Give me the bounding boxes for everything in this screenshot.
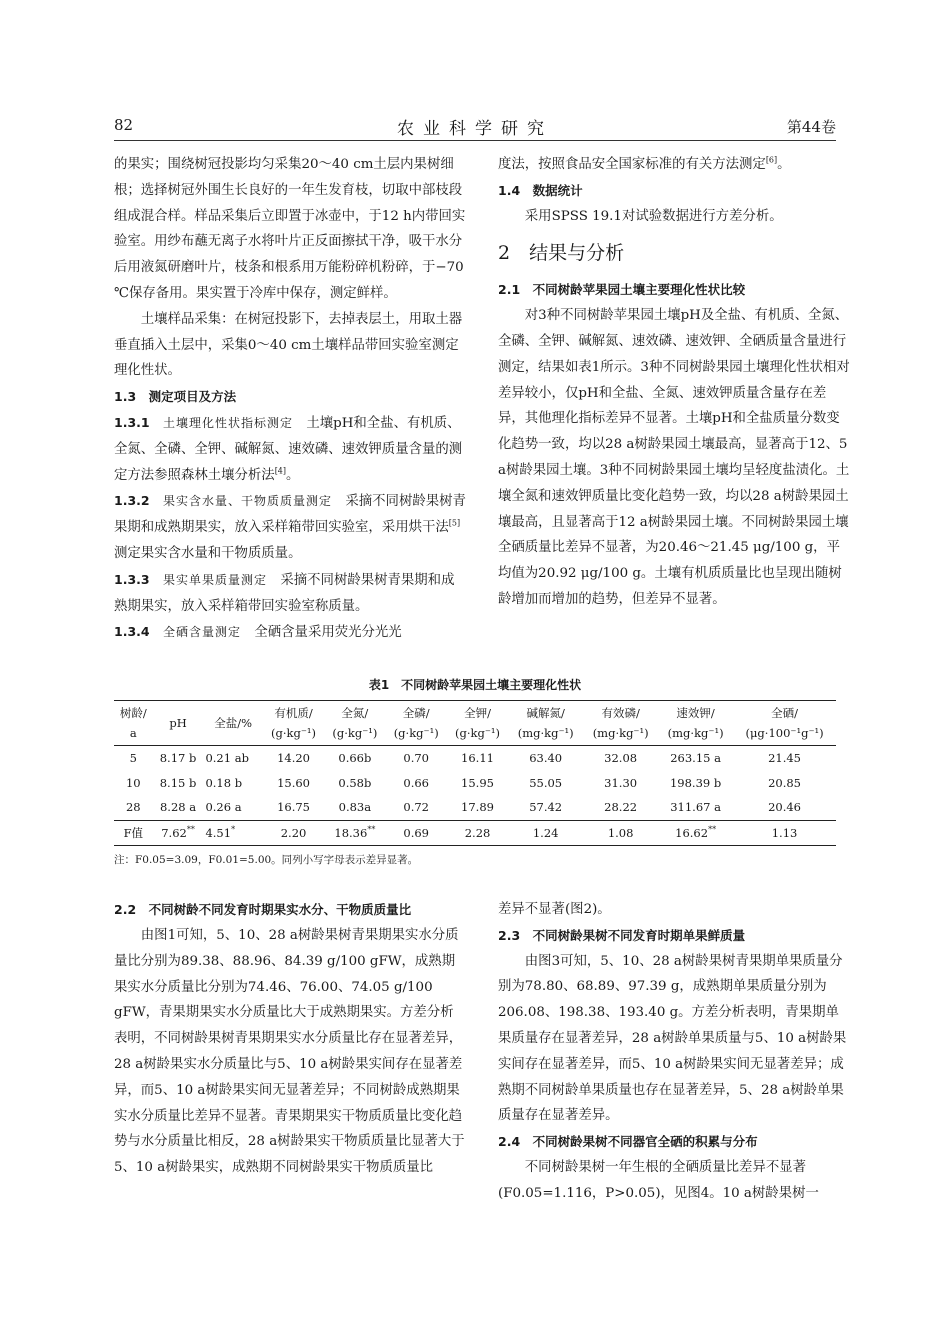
page-number: 82: [114, 116, 134, 134]
section-heading-1-3: 1.3 测定项目及方法: [114, 389, 237, 405]
column-header: 全磷/ (g·kg⁻¹): [393, 706, 439, 740]
paragraph: 的果实；围绕树冠投影均匀采集20～40 cm土层内果树细根；选择树冠外围生长良好的一年生发育枝，切取中部枝段组成混合样。样品采集后立即置于冰壶中，于12 h内带回实验室。用纱布蘸无离子水将叶片正反面擦拭干净，吸干水分后用液氮研磨叶片，枝条和根系用万能粉碎机粉碎，于−70 ℃保存备用。果实置于冷库中保存，测定鲜样。: [114, 157, 466, 301]
section-heading-2-4: 2.4 不同树龄果树不同器官全硒的积累与分布: [498, 1134, 758, 1150]
table-caption: 表1 不同树龄苹果园土壤主要理化性状: [368, 678, 582, 692]
column-header: 全盐/%: [214, 716, 253, 730]
table-note: 注：F0.05=3.09，F0.01=5.00。同列小写字母表示差异显著。: [114, 854, 419, 866]
table-header-row: [114, 701, 836, 746]
table-row: 28 8.28 a 0.26 a 16.75 0.83a 0.72 17.89 57.42 28.22 311.67 a 20.46: [125, 800, 802, 815]
column-header: pH: [169, 716, 187, 730]
paragraph: 由图3可知，5、10、28 a树龄果树青果期单果质量分别为78.80、68.89、97.39 g，成熟期单果质量分别为206.08、198.38、193.40 g。方差分析表明，青果期单果质量存在显著差异，28 a树龄单果质量与5、10 a树龄果实间存在显著差异，而5、10 a树龄果实间无显著差异；成熟期不同树龄单果质量也存在显著差异，5、28 a树龄单果质量存在显著差异。: [498, 953, 847, 1124]
right-column-upper: [498, 152, 850, 613]
f-value-row: F值 7.62** 4.51* 2.20 18.36** 0.69 2.28 1.24 1.08 16.62** 1.13: [114, 820, 836, 846]
section-heading-2-2: 2.2 不同树龄不同发育时期果实水分、干物质质量比: [114, 902, 412, 917]
section-heading-2-1: 2.1 不同树龄苹果园土壤主要理化性状比较: [498, 282, 746, 298]
subsection-1-3-1: 1.3.1 土壤理化性状指标测定 土壤pH和全盐、有机质、全氮、全磷、全钾、碱解氮、速效磷、速效钾质量含量的测定方法参照森林土壤分析法[4]。: [114, 414, 463, 483]
paragraph: 度法，按照食品安全国家标准的有关方法测定[6]。: [498, 155, 791, 172]
right-column-lower: [498, 897, 850, 1207]
paragraph: 由图1可知，5、10、28 a树龄果树青果期果实水分质量比分别为89.38、88.96、84.39 g/100 gFW，成熟期果实水分质量比分别为74.46、76.00、74.05 g/100 gFW，青果期果实水分质量比大于成熟期果实。方差分析表明，不同树龄果树青果期果实水分质量比存在显著差异，28 a树龄果实水分质量比与5、10 a树龄果实间存在显著差异，而5、10 a树龄果实间无显著差异；不同树龄成熟期果实水分质量比差异不显著。青果期果实干物质质量比变化趋势与水分质量比相反，28 a树龄果实干物质质量比显著大于5、10 a树龄果实，成熟期不同树龄果实干物质质量比: [114, 928, 465, 1176]
column-header: 有效磷/ (mg·kg⁻¹): [592, 706, 649, 740]
column-header: 全氮/ (g·kg⁻¹): [332, 706, 378, 740]
section-heading-2-3: 2.3 不同树龄果树不同发育时期单果鲜质量: [498, 927, 746, 943]
volume-label: 第44卷: [786, 118, 836, 136]
subsection-1-3-4: 1.3.4 全硒含量测定 全硒含量采用荧光分光光: [114, 624, 402, 641]
paragraph: 差异不显著(图2)。: [498, 902, 611, 917]
column-header: 树龄/ a: [119, 706, 147, 740]
subsection-1-3-3: 1.3.3 果实单果质量测定 采摘不同树龄果树青果期和成熟期果实，放入采样箱带回实验室称质量。: [114, 571, 455, 614]
paragraph: 采用SPSS 19.1对试验数据进行方差分析。: [524, 208, 783, 224]
table-row: 10 8.15 b 0.18 b 15.60 0.58b 0.66 15.95 55.05 31.30 198.39 b 20.85: [125, 775, 802, 790]
running-header: [114, 116, 836, 141]
paragraph: 土壤样品采集：在树冠投影下，去掉表层土，用取土器垂直插入土层中，采集0～40 cm土壤样品带回实验室测定理化性状。: [114, 311, 463, 379]
column-header: 速效钾/ (mg·kg⁻¹): [667, 706, 724, 740]
left-column-lower: [114, 897, 466, 1181]
section-heading-2: 2 结果与分析: [498, 242, 625, 265]
journal-title: 农业科学研究: [397, 119, 553, 139]
column-header: 全硒/ (μg·100⁻¹g⁻¹): [745, 706, 824, 740]
subsection-1-3-2: 1.3.2 果实含水量、干物质质量测定 采摘不同树龄果树青果期和成熟期果实，放入采样箱带回实验室，采用烘干法[5]测定果实含水量和干物质质量。: [114, 493, 466, 561]
paragraph: 对3种不同树龄苹果园土壤pH及全盐、有机质、全氮、全磷、全钾、碱解氮、速效磷、速效钾、全硒质量含量进行测定，结果如表1所示。3种不同树龄果园土壤理化性状相对差异较小，仅pH和全盐、全氮、速效钾质量含量存在差异，其他理化指标差异不显著。土壤pH和全盐质量分数变化趋势一致，均以28 a树龄果园土壤最高，显著高于12、5 a树龄果园土壤。3种不同树龄果园土壤均呈轻度盐渍化。土壤全氮和速效钾质量比变化趋势一致，均以28 a树龄果园土壤最高，且显著高于12 a树龄果园土壤。不同树龄果园土壤全硒质量比差异不显著，为20.46～21.45 μg/100 g，平均值为20.92 μg/100 g。土壤有机质质量比也呈现出随树龄增加而增加的趋势，但差异不显著。: [498, 308, 850, 607]
table-row: 5 8.17 b 0.21 ab 14.20 0.66b 0.70 16.11 63.40 32.08 263.15 a 21.45: [129, 751, 802, 766]
paragraph: 不同树龄果树一年生根的全硒质量比差异不显著(F0.05=1.116，P>0.05)，见图4。10 a树龄果树一: [498, 1159, 819, 1201]
column-header: 全钾/ (g·kg⁻¹): [455, 706, 501, 740]
left-column-upper: [114, 152, 466, 646]
column-header: 有机质/ (g·kg⁻¹): [271, 706, 317, 740]
section-heading-1-4: 1.4 数据统计: [498, 182, 583, 198]
soil-properties-table: [114, 700, 836, 846]
column-header: 碱解氮/ (mg·kg⁻¹): [517, 706, 574, 740]
